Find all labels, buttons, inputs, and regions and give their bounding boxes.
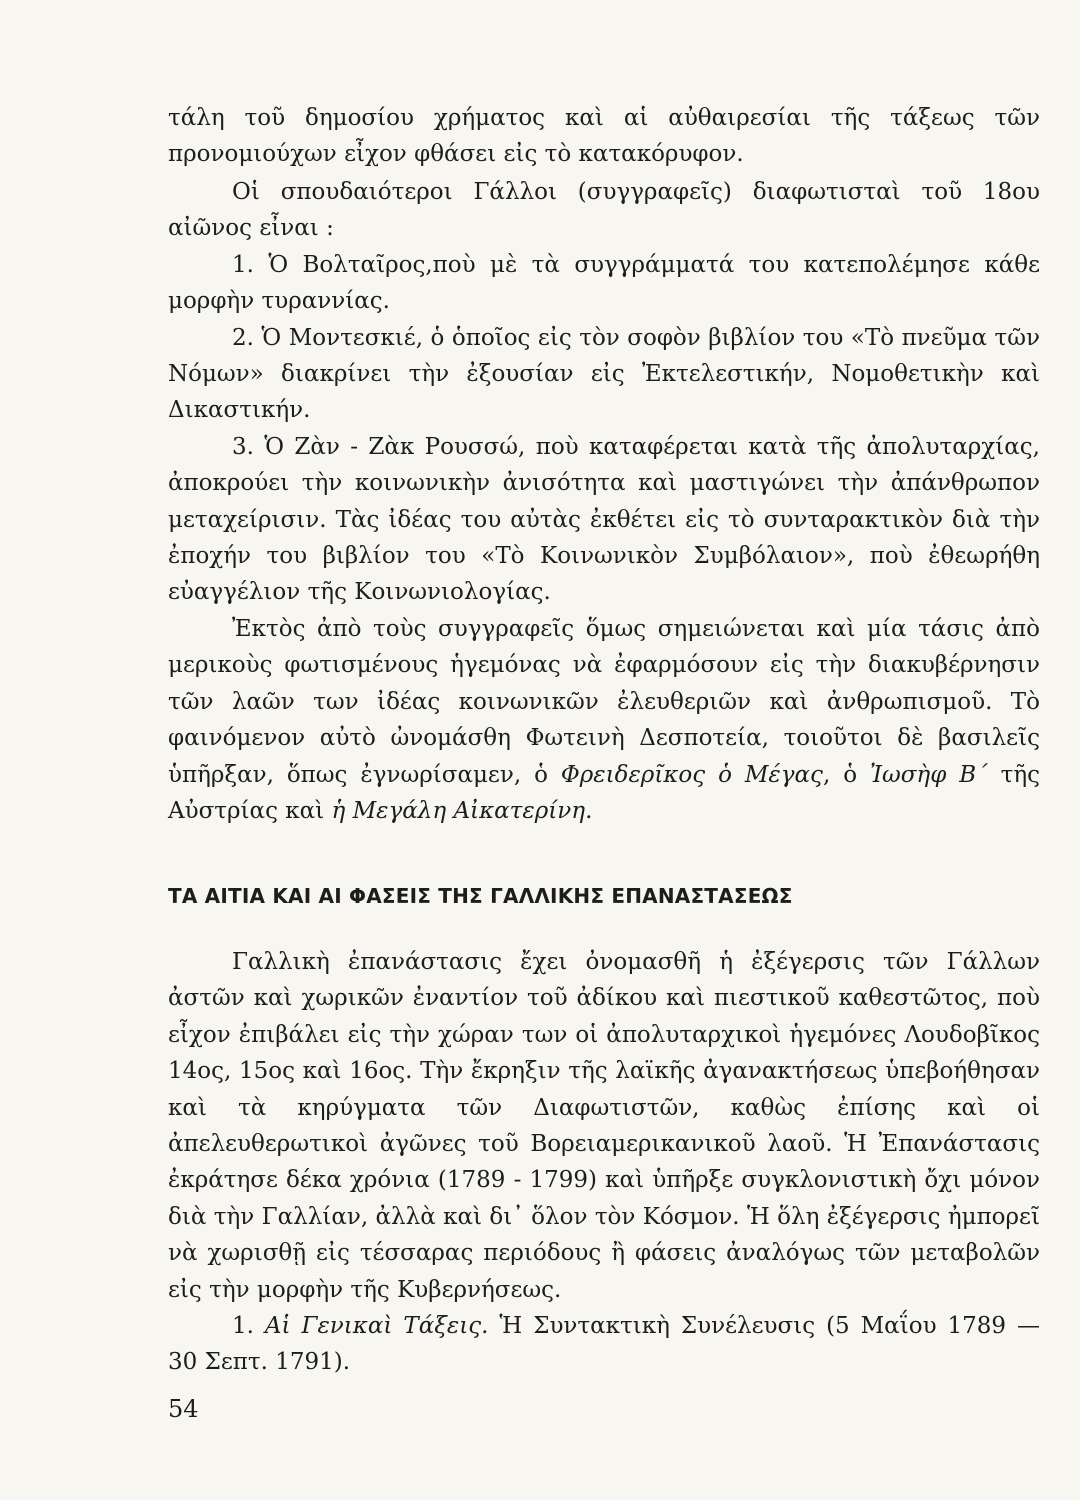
despotism-text: Ἐκτὸς ἀπὸ τοὺς συγγραφεῖς ὅμως σημειώνεται καὶ μία τάσις ἀπὸ μερικοὺς φωτισμένους ἡγεμόνας νὰ ἐφαρμόσουν εἰς τὴν διακυβέρνησιν τῶν λαῶν των ἰδέας κοινωνικῶν ἐλευθεριῶν καὶ ἀνθρωπισμοῦ. Τὸ φαινόμενον αὐτὸ ὠνομάσθη Φωτεινὴ Δεσποτεία, τοιοῦτοι δὲ βασιλεῖς ὑπῆρξαν, ὅπως ἐγνωρίσαμεν, ὁ [168, 615, 1040, 788]
phase-1-paragraph [168, 1308, 1040, 1381]
phase-1-text: Ἡ Συντακτικὴ Συνέλευσις (5 Μαΐου 1789 — 30 Σεπτ. 1791). [168, 1313, 1040, 1376]
philosophers-intro: Οἱ σπουδαιότεροι Γάλλοι (συγγραφεῖς) διαφωτισταὶ τοῦ 18ου αἰῶνος εἶναι : [168, 179, 1040, 242]
phase-1-title: Αἱ Γενικαὶ Τάξεις. [264, 1313, 489, 1340]
separator-text: , ὁ [822, 761, 870, 788]
enlightened-despotism-paragraph [168, 611, 1040, 829]
revolution-section [168, 944, 1040, 1381]
separator-text: τῆς Αὐστρίας καὶ [168, 761, 1040, 824]
list-item-rousseau: 3. Ὁ Ζὰν - Ζὰκ Ρουσσώ, ποὺ καταφέρεται κατὰ τῆς ἀπολυταρχίας, ἀποκρούει τὴν κοινωνικὴν ἀνισότητα καὶ μαστιγώνει τὴν ἀπάνθρωπον μεταχείρισιν. Τὰς ἰδέας του αὐτὰς ἐκθέτει εἰς τὸ συνταρακτικὸν διὰ τὴν ἐποχήν του βιβλίον του «Τὸ Κοινωνικὸν Συμβόλαιον», ποὺ ἐθεωρήθη εὐαγγέλιον τῆς Κοινωνιολογίας. [168, 433, 1040, 606]
monarch-frederick: Φρειδερῖκος ὁ Μέγας [560, 761, 823, 788]
sentence-end: . [585, 797, 593, 824]
phase-1-number: 1. [232, 1313, 265, 1340]
monarch-joseph: Ἰωσὴφ Β΄ [869, 761, 988, 788]
page-number: 54 [168, 1395, 199, 1423]
opening-paragraph: τάλη τοῦ δημοσίου χρήματος καὶ αἱ αὐθαιρεσίαι τῆς τάξεως τῶν προνομιούχων εἶχον φθάσει εἰς τὸ κατακόρυφον. [168, 105, 1040, 168]
enlightenment-section [168, 174, 1040, 829]
monarch-catherine: ἡ Μεγάλη Αἰκατερίνη [331, 797, 586, 824]
revolution-paragraph: Γαλλικὴ ἐπανάστασις ἔχει ὀνομασθῆ ἡ ἐξέγερσις τῶν Γάλλων ἀστῶν καὶ χωρικῶν ἐναντίον τοῦ ἀδίκου καὶ πιεστικοῦ καθεστῶτος, ποὺ εἶχον ἐπιβάλει εἰς τὴν χώραν των οἱ ἀπολυταρχικοὶ ἡγεμόνες Λουδοβῖκος 14ος, 15ος καὶ 16ος. Τὴν ἔκρηξιν τῆς λαϊκῆς ἀγανακτήσεως ὑπεβοήθησαν καὶ τὰ κηρύγματα τῶν Διαφωτιστῶν, καθὼς ἐπίσης καὶ οἱ ἀπελευθερωτικοὶ ἀγῶνες τοῦ Βορειαμερικανικοῦ λαοῦ. Ἡ Ἐπανάστασις ἐκράτησε δέκα χρόνια (1789 - 1799) καὶ ὑπῆρξε συγκλονιστικὴ ὄχι μόνον διὰ τὴν Γαλλίαν, ἀλλὰ καὶ δι᾿ ὅλον τὸν Κόσμον. Ἡ ὅλη ἐξέγερσις ἠμπορεῖ νὰ χωρισθῇ εἰς τέσσαρας περιόδους ἢ φάσεις ἀναλόγως τῶν μεταβολῶν εἰς τὴν μορφὴν τῆς Κυβερνήσεως. [168, 949, 1040, 1303]
list-item-montesquieu: 2. Ὁ Μοντεσκιέ, ὁ ὁποῖος εἰς τὸν σοφὸν βιβλίον του «Τὸ πνεῦμα τῶν Νόμων» διακρίνει τὴν ἐξουσίαν εἰς Ἐκτελεστικήν, Νομοθετικὴν καὶ Δικαστικήν. [168, 324, 1040, 424]
list-item-voltaire: 1. Ὁ Βολταῖρος,ποὺ μὲ τὰ συγγράμματά του κατεπολέμησε κάθε μορφὴν τυραννίας. [168, 251, 1040, 315]
opening-paragraph-block [168, 100, 1040, 173]
section-heading: ΤΑ ΑΙΤΙΑ ΚΑΙ ΑΙ ΦΑΣΕΙΣ ΤΗΣ ΓΑΛΛΙΚΗΣ ΕΠΑΝΑΣΤΑΣΕΩΣ [168, 884, 793, 908]
